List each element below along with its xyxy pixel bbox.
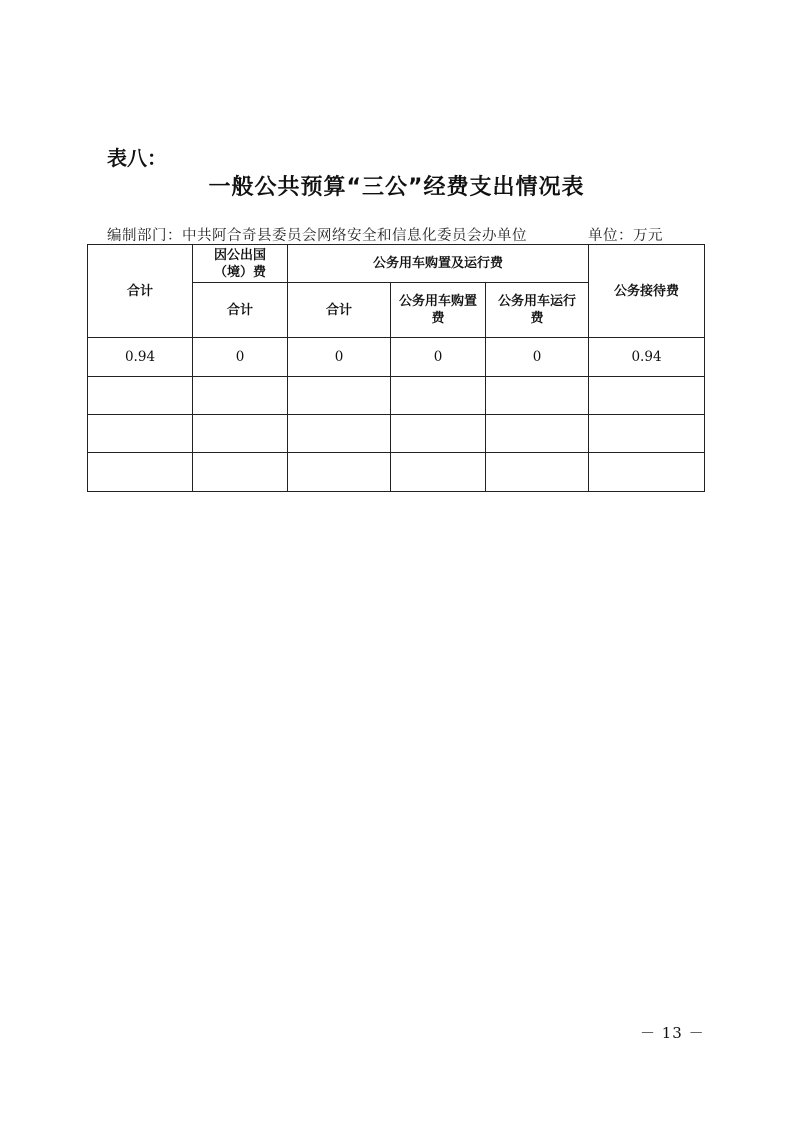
header-abroad-total: 合计 (193, 283, 288, 338)
cell-abroad (193, 377, 288, 415)
table-row (88, 377, 705, 415)
cell-abroad: 0 (193, 338, 288, 377)
header-reception: 公务接待费 (589, 245, 705, 338)
cell-reception: 0.94 (589, 338, 705, 377)
cell-vehicle-total (288, 453, 391, 492)
header-vehicle-operation: 公务用车运行费 (486, 283, 589, 338)
table-row (88, 415, 705, 453)
table-label: 表八： (107, 146, 167, 170)
cell-total (88, 453, 193, 492)
cell-total: 0.94 (88, 338, 193, 377)
page-title: 一般公共预算“三公”经费支出情况表 (208, 175, 585, 200)
table-row (88, 338, 705, 377)
unit-label: 单位：万元 (588, 228, 663, 244)
three-public-expenses-table (87, 244, 705, 492)
cell-abroad (193, 415, 288, 453)
cell-vehicle-operation (486, 415, 589, 453)
page-number: － 13 － (640, 1024, 705, 1042)
cell-reception (589, 377, 705, 415)
header-abroad: 因公出国（境）费 (193, 245, 288, 283)
cell-vehicle-total (288, 377, 391, 415)
cell-reception (589, 415, 705, 453)
cell-vehicle-purchase (391, 453, 486, 492)
header-vehicle-total: 合计 (288, 283, 391, 338)
cell-vehicle-total: 0 (288, 338, 391, 377)
cell-vehicle-purchase (391, 377, 486, 415)
cell-vehicle-operation: 0 (486, 338, 589, 377)
cell-total (88, 377, 193, 415)
org-unit-line (107, 224, 707, 245)
header-vehicle: 公务用车购置及运行费 (288, 245, 589, 283)
cell-vehicle-purchase: 0 (391, 338, 486, 377)
cell-abroad (193, 453, 288, 492)
cell-total (88, 415, 193, 453)
table-row (88, 453, 705, 492)
org-name: 编制部门：中共阿合奇县委员会网络安全和信息化委员会办单位 (107, 228, 527, 244)
cell-vehicle-purchase (391, 415, 486, 453)
cell-vehicle-operation (486, 453, 589, 492)
cell-vehicle-total (288, 415, 391, 453)
cell-reception (589, 453, 705, 492)
cell-vehicle-operation (486, 377, 589, 415)
header-total: 合计 (88, 245, 193, 338)
header-vehicle-purchase: 公务用车购置费 (391, 283, 486, 338)
